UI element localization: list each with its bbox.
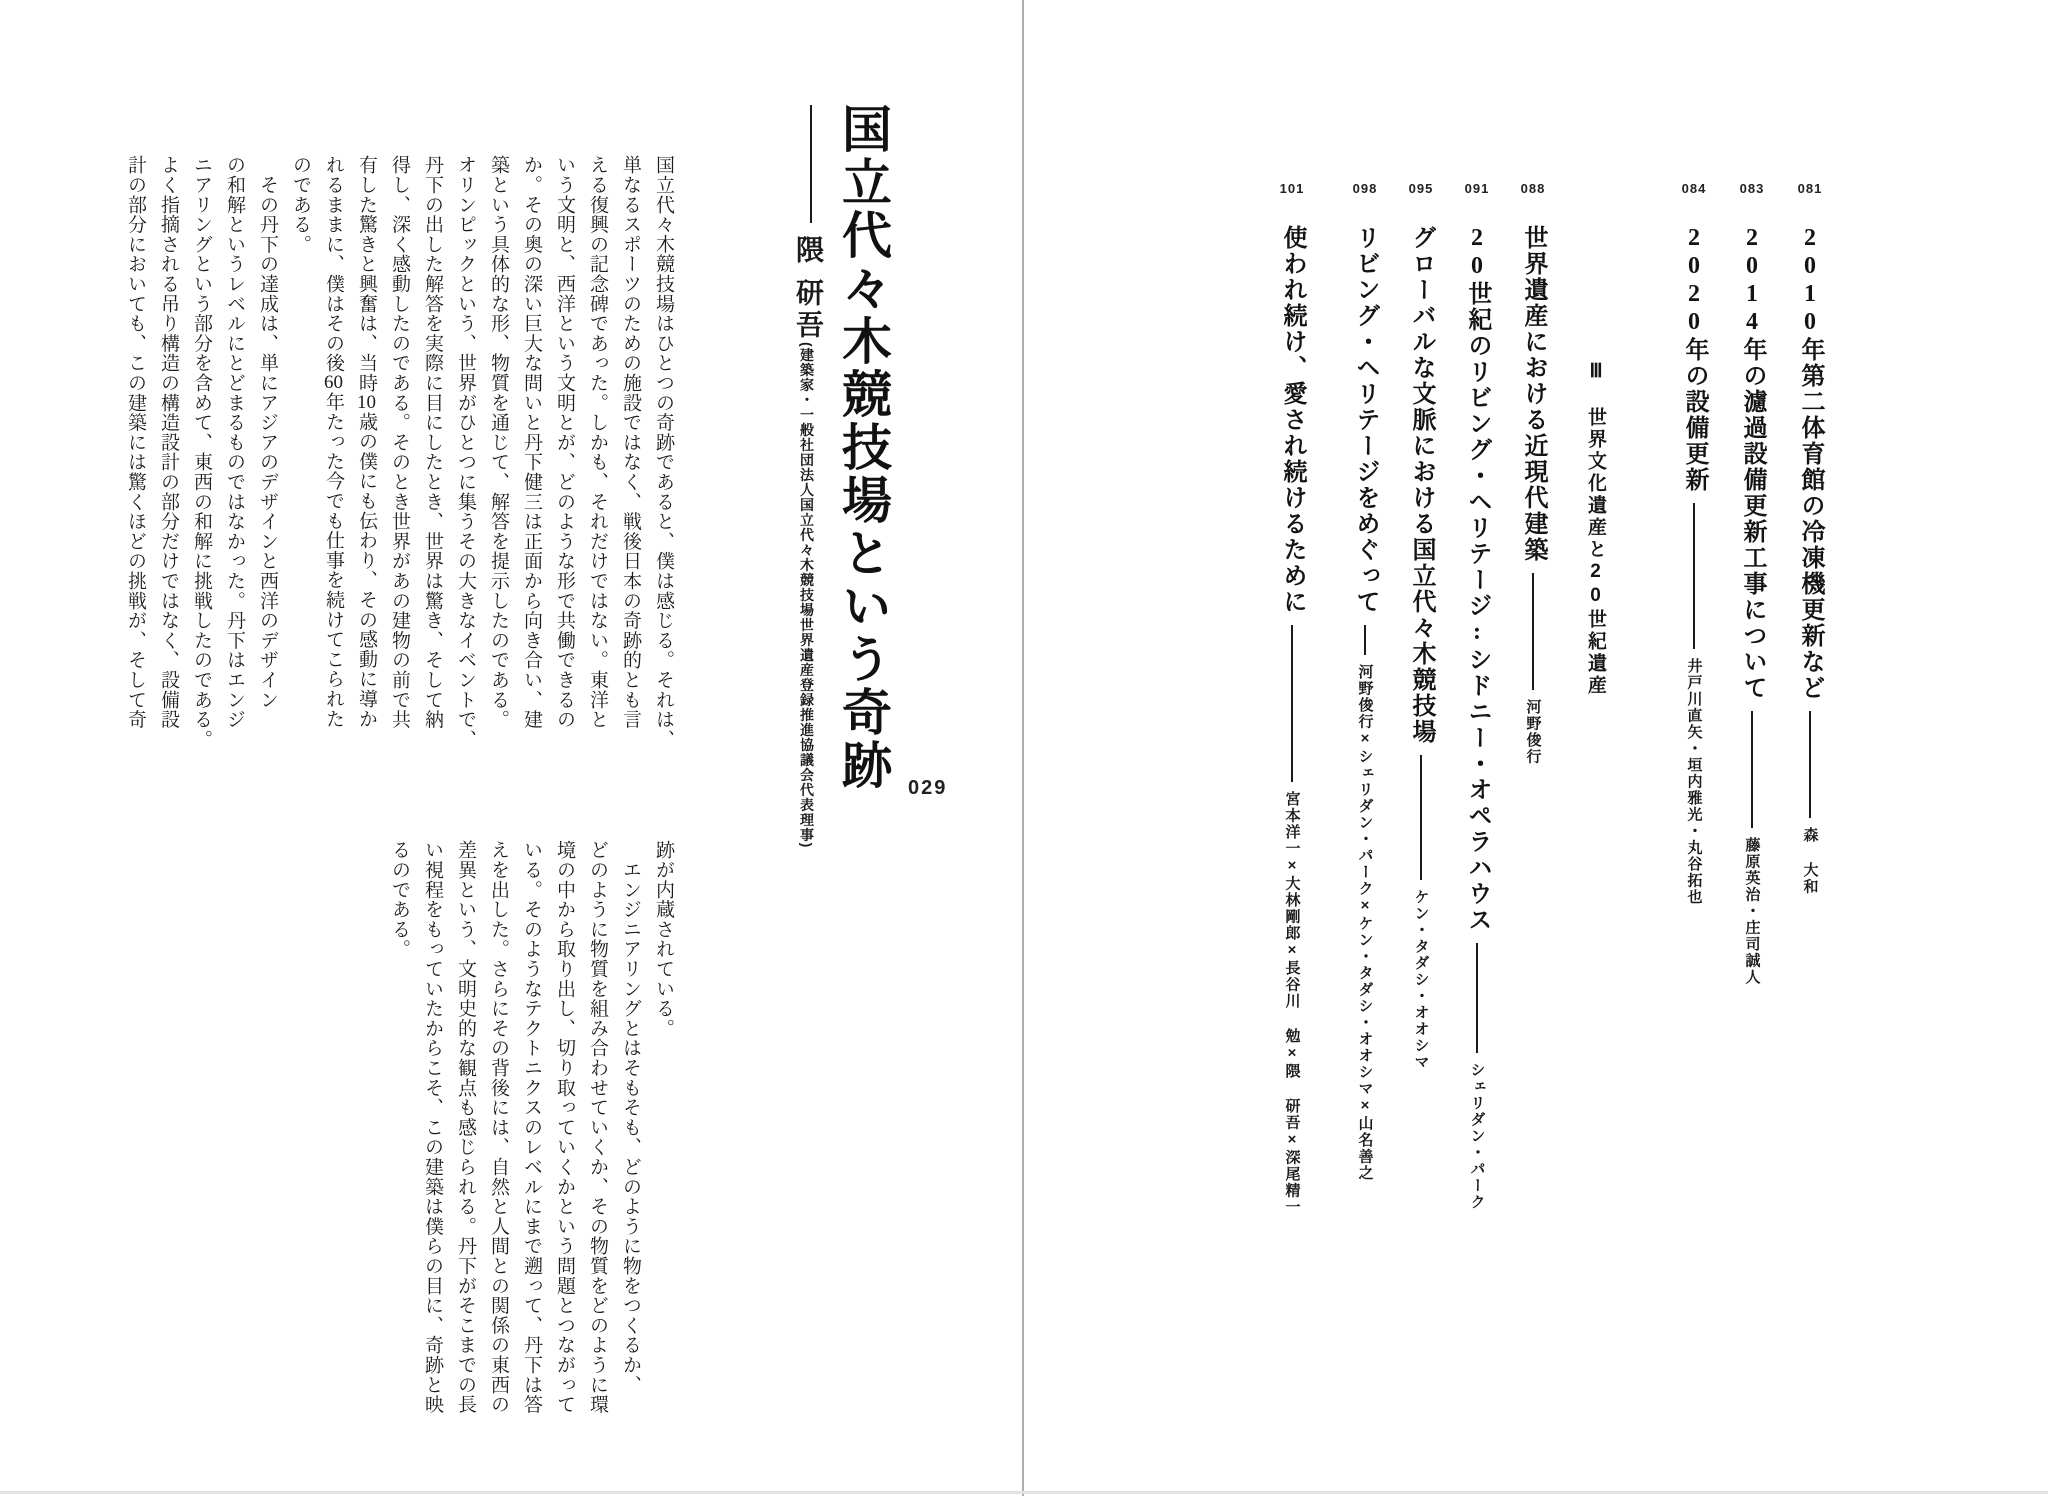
toc-entry-authors: 河野俊行 — [1524, 699, 1542, 765]
essay-body-column: 差異という、文明史的な観点も感じられる。丹下がそこまでの長 — [455, 840, 476, 1415]
essay-body-column: れるままに、僕はその後60年たった今でも仕事を続けてこられた — [323, 155, 344, 729]
essay-title: 国立代々木競技場という奇跡 — [835, 103, 891, 792]
page-number-left: 029 — [908, 777, 948, 799]
toc-entry-title: 20世紀のリビング・ヘリテージ:シドニー・オペラハウス — [1464, 225, 1490, 933]
toc-entry-dash-line — [1693, 503, 1695, 649]
toc-entry-authors: 河野俊行×シェリダン・パーク×ケン・タダシ・オオシマ×山名善之 — [1356, 664, 1374, 1182]
essay-body-column: いる。そのようなテクトニクスのレベルにまで遡って、丹下は答 — [521, 840, 542, 1415]
essay-body-column: 境の中から取り出し、切り取っていくかという問題とつながって — [554, 840, 575, 1415]
toc-entry — [1722, 225, 1782, 985]
toc-entry-dash-line — [1751, 711, 1753, 828]
toc-entry-authors: 藤原英治・庄司誠人 — [1743, 836, 1761, 985]
toc-entry-title: 2020年の設備更新 — [1681, 225, 1707, 493]
toc-entry-dash-line — [1364, 625, 1366, 655]
toc-entry — [1664, 225, 1724, 905]
toc-entry-authors: 井戸川直矢・垣内雅光・丸谷拓也 — [1685, 657, 1703, 905]
toc-entry — [1503, 225, 1563, 765]
page-bottom-edge — [0, 1491, 2048, 1494]
essay-body-column: 得し、深く感動したのである。そのとき世界があの建物の前で共 — [389, 155, 410, 730]
toc-entry-title: 世界遺産における近現代建築 — [1520, 225, 1546, 563]
toc-entry-title: グローバルな文脈における国立代々木競技場 — [1408, 225, 1434, 745]
essay-author-name: 隈 研吾 — [792, 235, 823, 342]
essay-body-column: か。その奥の深い巨大な問いと丹下健三は正面から向き合い、建 — [521, 155, 542, 730]
toc-page-number: 101 — [1279, 181, 1305, 196]
toc-entry-title: リビング・ヘリテージをめぐって — [1352, 225, 1378, 615]
toc-page-number: 095 — [1408, 181, 1434, 196]
toc-page-number: 098 — [1352, 181, 1378, 196]
toc-page-number: 083 — [1739, 181, 1765, 196]
tate-chu-yoko-digits: 60 — [324, 372, 343, 392]
toc-entry — [1780, 225, 1840, 895]
toc-entry-dash-line — [1532, 573, 1534, 690]
essay-body-column: 跡が内蔵されている。 — [653, 840, 674, 1038]
essay-body-column: 丹下の出した解答を実際に目にしたとき、世界は驚き、そして納 — [422, 155, 443, 730]
toc-page-number: 088 — [1520, 181, 1546, 196]
essay-body-upper-block — [119, 155, 680, 775]
essay-body-column: 築という具体的な形、物質を通じて、解答を提示したのである。 — [488, 155, 509, 730]
toc-entry-dash-line — [1476, 943, 1478, 1053]
toc-page-number: 091 — [1464, 181, 1490, 196]
essay-body-column: 国立代々木競技場はひとつの奇跡であると、僕は感じる。それは、 — [653, 155, 674, 749]
toc-entry — [1262, 225, 1322, 1215]
essay-body-column: エンジニアリングとはそもそも、どのように物をつくるか、 — [620, 840, 641, 1395]
essay-body-column: い視程をもっていたからこそ、この建築は僕らの目に、奇跡と映 — [422, 840, 443, 1415]
essay-body-column: える復興の記念碑であった。しかも、それだけではない。東洋と — [587, 155, 608, 730]
toc-page-number: 081 — [1797, 181, 1823, 196]
toc-entry — [1447, 225, 1507, 1210]
toc-entry — [1335, 225, 1395, 1180]
toc-entry-authors: 宮本洋一×大林剛郎×長谷川 勉×隈 研吾×深尾精一 — [1283, 790, 1301, 1215]
essay-body-column: のである。 — [290, 155, 311, 254]
toc-entry-authors: 森 大和 — [1801, 827, 1819, 895]
essay-body-column: 単なるスポーツのための施設ではなく、戦後日本の奇跡的とも言 — [620, 155, 641, 730]
toc-section-heading: Ⅲ 世界文化遺産と20世紀遺産 — [1585, 360, 1606, 697]
toc-entry — [1391, 225, 1451, 1070]
toc-entry-title: 使われ続け、愛され続けるために — [1279, 225, 1305, 615]
essay-body-column: よく指摘される吊り構造の構造設計の部分だけではなく、設備設 — [158, 155, 179, 730]
essay-body-lower-block — [383, 840, 680, 1460]
toc-entry-authors: シェリダン・パーク — [1468, 1061, 1486, 1210]
tate-chu-yoko-digits: 10 — [357, 392, 376, 412]
toc-entry-title: 2014年の濾過設備更新工事について — [1739, 225, 1765, 701]
essay-body-column: ニアリングという部分を含めて、東西の和解に挑戦したのである。 — [191, 155, 212, 749]
author-dash-line — [810, 105, 812, 223]
essay-author-affiliation: (建築家・一般社団法人国立代々木競技場世界遺産登録推進協議会代表理事) — [799, 342, 815, 849]
essay-body-column: いう文明と、西洋という文明とが、どのような形で共働できるの — [554, 155, 575, 730]
essay-body-column: 有した驚きと興奮は、当時10歳の僕にも伝わり、その感動に導か — [356, 155, 377, 729]
toc-entry-title: 2010年第二体育館の冷凍機更新など — [1797, 225, 1823, 701]
toc-entry-dash-line — [1291, 625, 1293, 782]
essay-body-column: 計の部分においても、この建築には驚くほどの挑戦が、そして奇 — [125, 155, 146, 730]
essay-body-column: えを出した。さらにその背後には、自然と人間との関係の東西の — [488, 840, 509, 1415]
essay-body-column: るのである。 — [389, 840, 410, 959]
essay-body-column: その丹下の達成は、単にアジアのデザインと西洋のデザイン — [257, 155, 278, 710]
toc-entry-authors: ケン・タダシ・オオシマ — [1412, 888, 1430, 1070]
essay-body-column: どのように物質を組み合わせていくか、その物質をどのように環 — [587, 840, 608, 1415]
page-gutter-line — [1022, 0, 1024, 1496]
essay-body-column: の和解というレベルにとどまるものではなかった。丹下はエンジ — [224, 155, 245, 730]
essay-body-column: オリンピックという、世界がひとつに集うその大きなイベントで、 — [455, 155, 476, 749]
toc-page-number: 084 — [1681, 181, 1707, 196]
toc-entry-dash-line — [1420, 755, 1422, 880]
toc-entry-dash-line — [1809, 711, 1811, 818]
essay-author-line — [785, 103, 829, 1063]
